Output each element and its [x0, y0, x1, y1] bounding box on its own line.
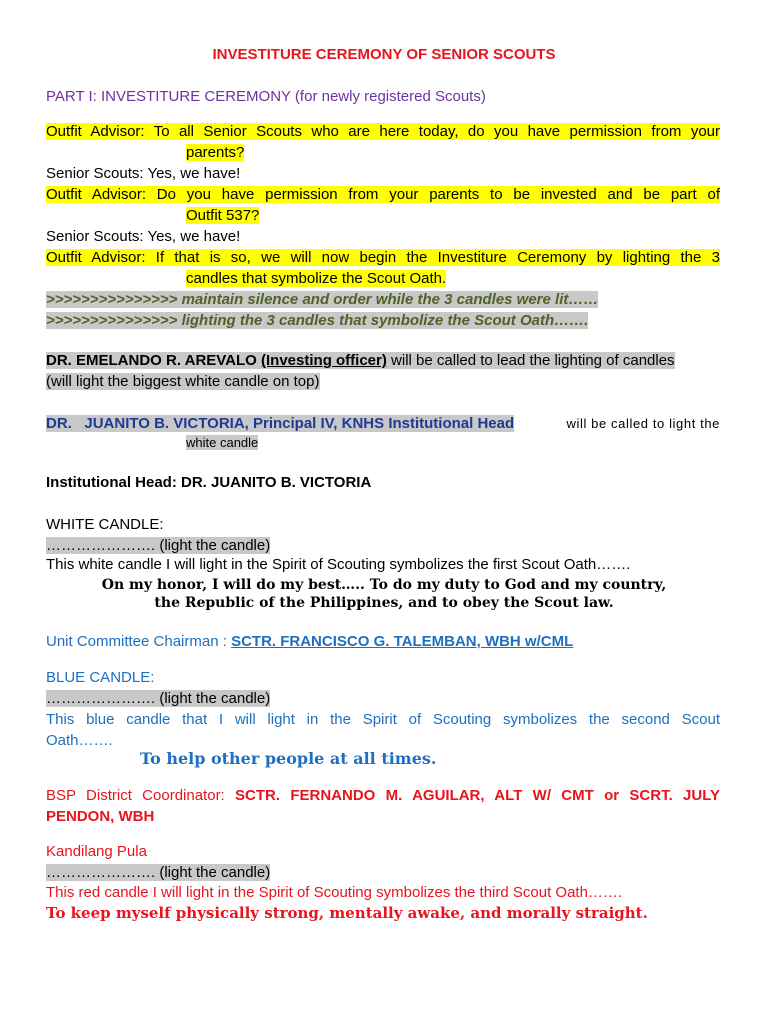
advisor-question-1-cont-text: parents? [186, 144, 245, 161]
instruction-line-2-text: >>>>>>>>>>>>>>> lighting the 3 candles that symbolize the Scout Oath……. [46, 312, 589, 329]
blue-candle-text: This blue candle that I will light in the Spirit of Scouting symbolizes the second Scout [46, 711, 720, 728]
advisor-question-2-cont [186, 207, 259, 225]
red-candle-instruction [46, 864, 270, 882]
institutional-head-call [46, 415, 720, 433]
white-candle-label: WHITE CANDLE: [46, 516, 164, 533]
advisor-question-2 [46, 186, 720, 204]
investing-officer-line-2-text: (will light the biggest white candle on top) [46, 373, 320, 390]
investing-officer-line-2 [46, 373, 320, 391]
white-candle-instruction-text: …………………. (light the candle) [46, 537, 271, 554]
red-candle-label: Kandilang Pula [46, 843, 147, 860]
instruction-line-1-text: >>>>>>>>>>>>>>> maintain silence and order while the 3 candles were lit…… [46, 291, 599, 308]
advisor-question-1-text: Outfit Advisor: To all Senior Scouts who are here today, do you have permission from your [46, 123, 720, 140]
scout-oath-line-2: the Republic of the Philippines, and to obey the Scout law. [154, 595, 614, 611]
advisor-statement-3-text: Outfit Advisor: If that is so, we will now begin the Investiture Ceremony by lighting the 3 [46, 249, 720, 266]
part-one-heading: PART I: INVESTITURE CEREMONY (for newly registered Scouts) [46, 88, 486, 105]
blue-candle-label: BLUE CANDLE: [46, 669, 155, 686]
institutional-head-label: Institutional Head: DR. JUANITO B. VICTORIA [46, 474, 372, 491]
advisor-question-2-cont-text: Outfit 537? [186, 207, 260, 224]
institutional-head-call-name [46, 415, 514, 432]
investing-officer-name: DR. EMELANDO R. AREVALO [46, 352, 262, 369]
institutional-head-task: will be called to light the [566, 416, 720, 431]
advisor-statement-3 [46, 249, 720, 267]
institutional-head-call-cont-text: white candle [186, 435, 259, 450]
blue-candle-instruction-text: …………………. (light the candle) [46, 690, 271, 707]
red-candle-instruction-text: …………………. (light the candle) [46, 864, 271, 881]
scout-oath-help: To help other people at all times. [140, 749, 437, 768]
white-candle-instruction [46, 537, 270, 555]
investing-officer-role: (Investing officer) [261, 352, 387, 369]
advisor-question-2-text: Outfit Advisor: Do you have permission from your parents to be invested and be part of [46, 186, 720, 203]
scouts-reply-2: Senior Scouts: Yes, we have! [46, 228, 241, 245]
bsp-coordinator-cont: PENDON, WBH [46, 808, 155, 825]
advisor-statement-3-cont-text: candles that symbolize the Scout Oath. [186, 270, 447, 287]
advisor-question-1-cont [186, 144, 244, 162]
institutional-head-title: JUANITO B. VICTORIA, Principal IV, KNHS Institutional Head [84, 415, 515, 432]
scouts-reply-1: Senior Scouts: Yes, we have! [46, 165, 241, 182]
unit-committee-chairman-name: SCTR. FRANCISCO G. TALEMBAN, WBH w/CML [231, 633, 574, 650]
red-candle-text: This red candle I will light in the Spirit of Scouting symbolizes the third Scout Oath……. [46, 884, 623, 901]
unit-committee-chairman [46, 633, 573, 651]
scout-oath-strong: To keep myself physically strong, mentally awake, and morally straight. [46, 904, 648, 922]
white-candle-text: This white candle I will light in the Spirit of Scouting symbolizes the first Scout Oath……. [46, 556, 631, 573]
scout-oath-line-1: On my honor, I will do my best….. To do my duty to God and my country, [101, 577, 667, 593]
advisor-statement-3-cont [186, 270, 446, 288]
blue-candle-instruction [46, 690, 270, 708]
institutional-head-prefix: DR. [46, 415, 72, 432]
document-title: INVESTITURE CEREMONY OF SENIOR SCOUTS [212, 46, 556, 63]
institutional-head-call-cont [186, 434, 258, 452]
blue-candle-text-cont: Oath……. [46, 732, 113, 749]
bsp-coordinator-label: BSP District Coordinator: [46, 787, 236, 804]
investing-officer-task: will be called to lead the lighting of candles [386, 352, 675, 369]
instruction-line-1 [46, 291, 598, 309]
bsp-coordinator-name: SCTR. FERNANDO M. AGUILAR, ALT W/ CMT or SCRT. JULY [235, 787, 721, 804]
unit-committee-chairman-label: Unit Committee Chairman : [46, 633, 232, 650]
advisor-question-1 [46, 123, 720, 141]
investing-officer-line [46, 352, 675, 370]
instruction-line-2 [46, 312, 588, 330]
bsp-coordinator [46, 787, 720, 805]
